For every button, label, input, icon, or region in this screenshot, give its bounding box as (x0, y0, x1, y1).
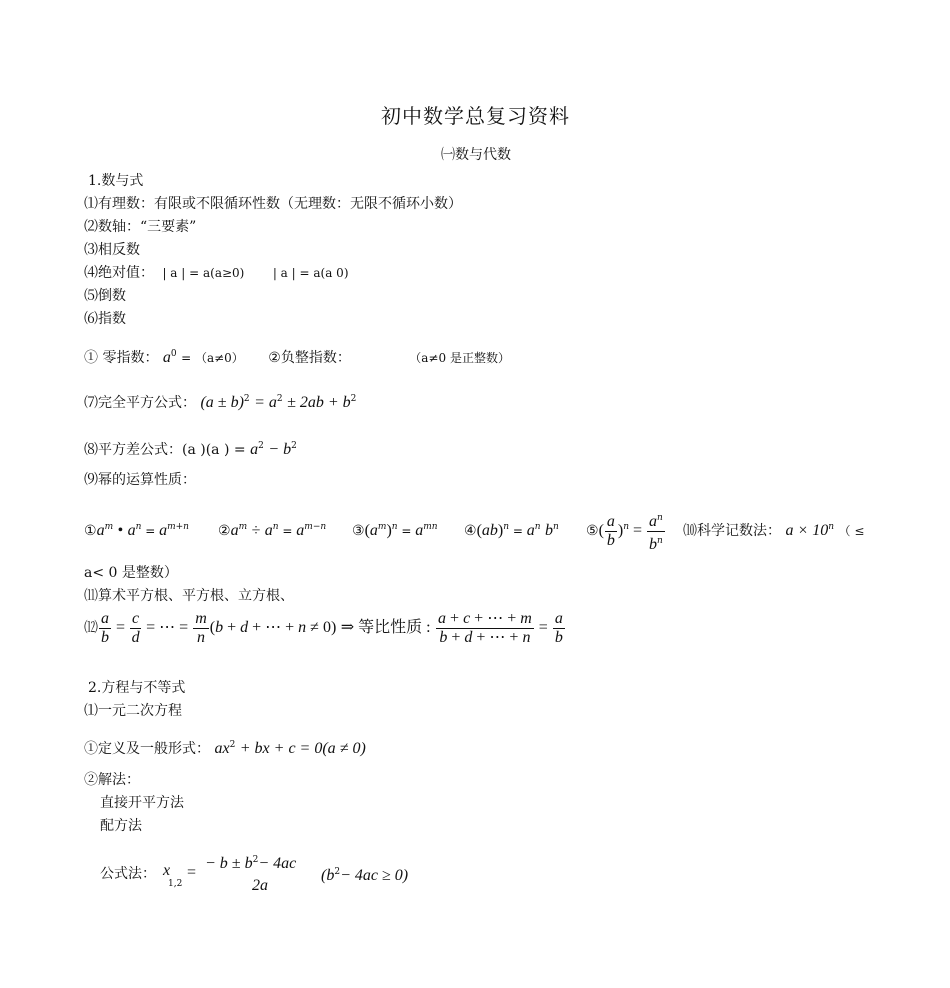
absolute-rule-2: | a | = a(a 0) (272, 266, 349, 280)
ratio-property-label: ⇒ 等比性质 : (340, 619, 431, 636)
formula-denominator (252, 877, 268, 895)
line-solutions: ②解法： (84, 772, 140, 788)
difference-of-squares-a: a (250, 441, 259, 458)
quadratic-definition-label: ①定义及一般形式： (84, 741, 210, 757)
zero-exponent-condition: = （a≠0） (181, 351, 244, 365)
zero-exponent-base: a (162, 349, 171, 366)
quadratic-definition-ax: ax (214, 740, 230, 757)
negative-exponent-label: ②负整指数： (268, 350, 351, 366)
formula-denominator-text: 2a (252, 877, 268, 894)
line-absolute (84, 264, 349, 282)
formula-subscript: 1,2 (168, 879, 183, 889)
perfect-square-power: 2 (243, 394, 250, 404)
line-perfect-square (84, 390, 356, 412)
page-title: 初中数学总复习资料 (381, 104, 570, 128)
section-heading: ㈠数与代数 (441, 147, 511, 163)
perfect-square-power-2: 2 (276, 394, 283, 404)
negative-exponent-condition: （a≠0 是正整数） (409, 351, 510, 365)
zero-exponent-power: 0 (170, 349, 177, 359)
difference-of-squares-power: 2 (258, 441, 264, 451)
formula-x: x (163, 862, 171, 879)
line-difference-of-squares (84, 437, 297, 459)
perfect-square-lhs: (a ± b) (200, 394, 244, 411)
line-complete-square: 配方法 (100, 818, 142, 834)
line-opposite: ⑶相反数 (84, 242, 140, 258)
line-power-rules: ⑼幂的运算性质： (84, 472, 196, 488)
power-rule-2-marker: ② (218, 523, 231, 539)
power-rule-3: $③(a^m)^n = a^{mn}$ (352, 522, 438, 539)
line-exponent: ⑹指数 (84, 311, 126, 327)
formula-equals: = (187, 864, 197, 881)
scientific-notation-tail: （ ≤ (838, 524, 865, 538)
formula-variable (163, 862, 170, 880)
line-roots: ⑾算术平方根、平方根、立方根、 (84, 588, 294, 604)
line-reciprocal: ⑸倒数 (84, 288, 126, 304)
topic-heading-2: 2.方程与不等式 (88, 680, 186, 696)
power-rule-4-marker: ④ (464, 523, 477, 539)
zero-exponent-label: ① 零指数： (84, 350, 159, 366)
line-direct-root: 直接开平方法 (100, 795, 184, 811)
formula-label: 公式法： (100, 866, 156, 882)
power-rule-5: ⑤( $\frac{a}{b}$ )$^n$ = $\frac{a^n}{b^n}$ (586, 505, 666, 554)
line-zero-negative-exponent (84, 345, 510, 367)
formula-condition-text-2: − 4ac ≥ 0) (340, 867, 409, 884)
line-rational: ⑴有理数：有限或不限循环性数（无理数：无限不循环小数） (84, 196, 462, 212)
formula-numerator-text-2: − 4ac (258, 855, 297, 872)
ratio-marker: ⑿ (84, 620, 98, 636)
line-number-axis: ⑵数轴：“三要素” (84, 219, 197, 235)
power-rule-5-marker: ⑤ (586, 523, 599, 539)
line-quadratic: ⑴一元二次方程 (84, 703, 182, 719)
line-scientific-notation-cont: a< 0 是整数） (84, 565, 178, 581)
absolute-rule-1: | a | = a(a≥0) (162, 266, 245, 280)
scientific-notation-label: ⑽科学记数法： (683, 523, 781, 539)
quadratic-definition-rest: + bx + c = 0(a ≠ 0) (239, 740, 366, 757)
power-rule-1-marker: ① (84, 523, 97, 539)
perfect-square-label: ⑺完全平方公式： (84, 395, 196, 411)
line-ratio-property: ⑿ $\frac{a}{b}$ = $\frac{c}{d}$ = ⋯ = $\frac{m}{n}$ (b + d + ⋯ + n ≠ 0) ⇒ 等比性质 : $\frac{a + c + \cdots + m}{b + d + \cdots + n}$ = $\frac{a}{b}$ (84, 609, 563, 646)
power-rule-1: $①a^m$ • $a^n = a^{m+n}$ (84, 522, 189, 539)
power-rule-3-marker: ③ (352, 523, 365, 539)
perfect-square-rhs: = a (254, 394, 277, 411)
power-rule-4: ④(ab)$^n$ = $a^n$ $b^n$ (464, 522, 559, 539)
power-rule-2: $②a^m \div a^n = a^{m-n}$ (218, 522, 327, 539)
quadratic-definition-power: 2 (229, 740, 236, 750)
formula-numerator-text: − b ± b (205, 855, 253, 872)
absolute-label: ⑷绝对值： (84, 265, 154, 281)
formula-numerator: − $b \pm b^2- 4ac$ (205, 855, 297, 872)
line-quadratic-definition (84, 736, 366, 758)
perfect-square-power-3: 2 (350, 394, 357, 404)
difference-of-squares-label: ⑻平方差公式：(a )(a ) = (84, 442, 246, 458)
difference-of-squares-power-2: 2 (291, 441, 297, 451)
topic-heading: 1.数与式 (88, 173, 144, 189)
line-scientific-notation: ⑽科学记数法： $a \times 10^n$ （ ≤ (683, 522, 865, 539)
scientific-notation-expr: a × 10 (785, 522, 829, 539)
formula-condition-text: (b (321, 867, 335, 884)
perfect-square-rhs-2: ± 2ab + b (287, 394, 351, 411)
formula-condition: $(b^2- 4ac \ge 0)$ (321, 867, 409, 884)
difference-of-squares-b: − b (268, 441, 292, 458)
